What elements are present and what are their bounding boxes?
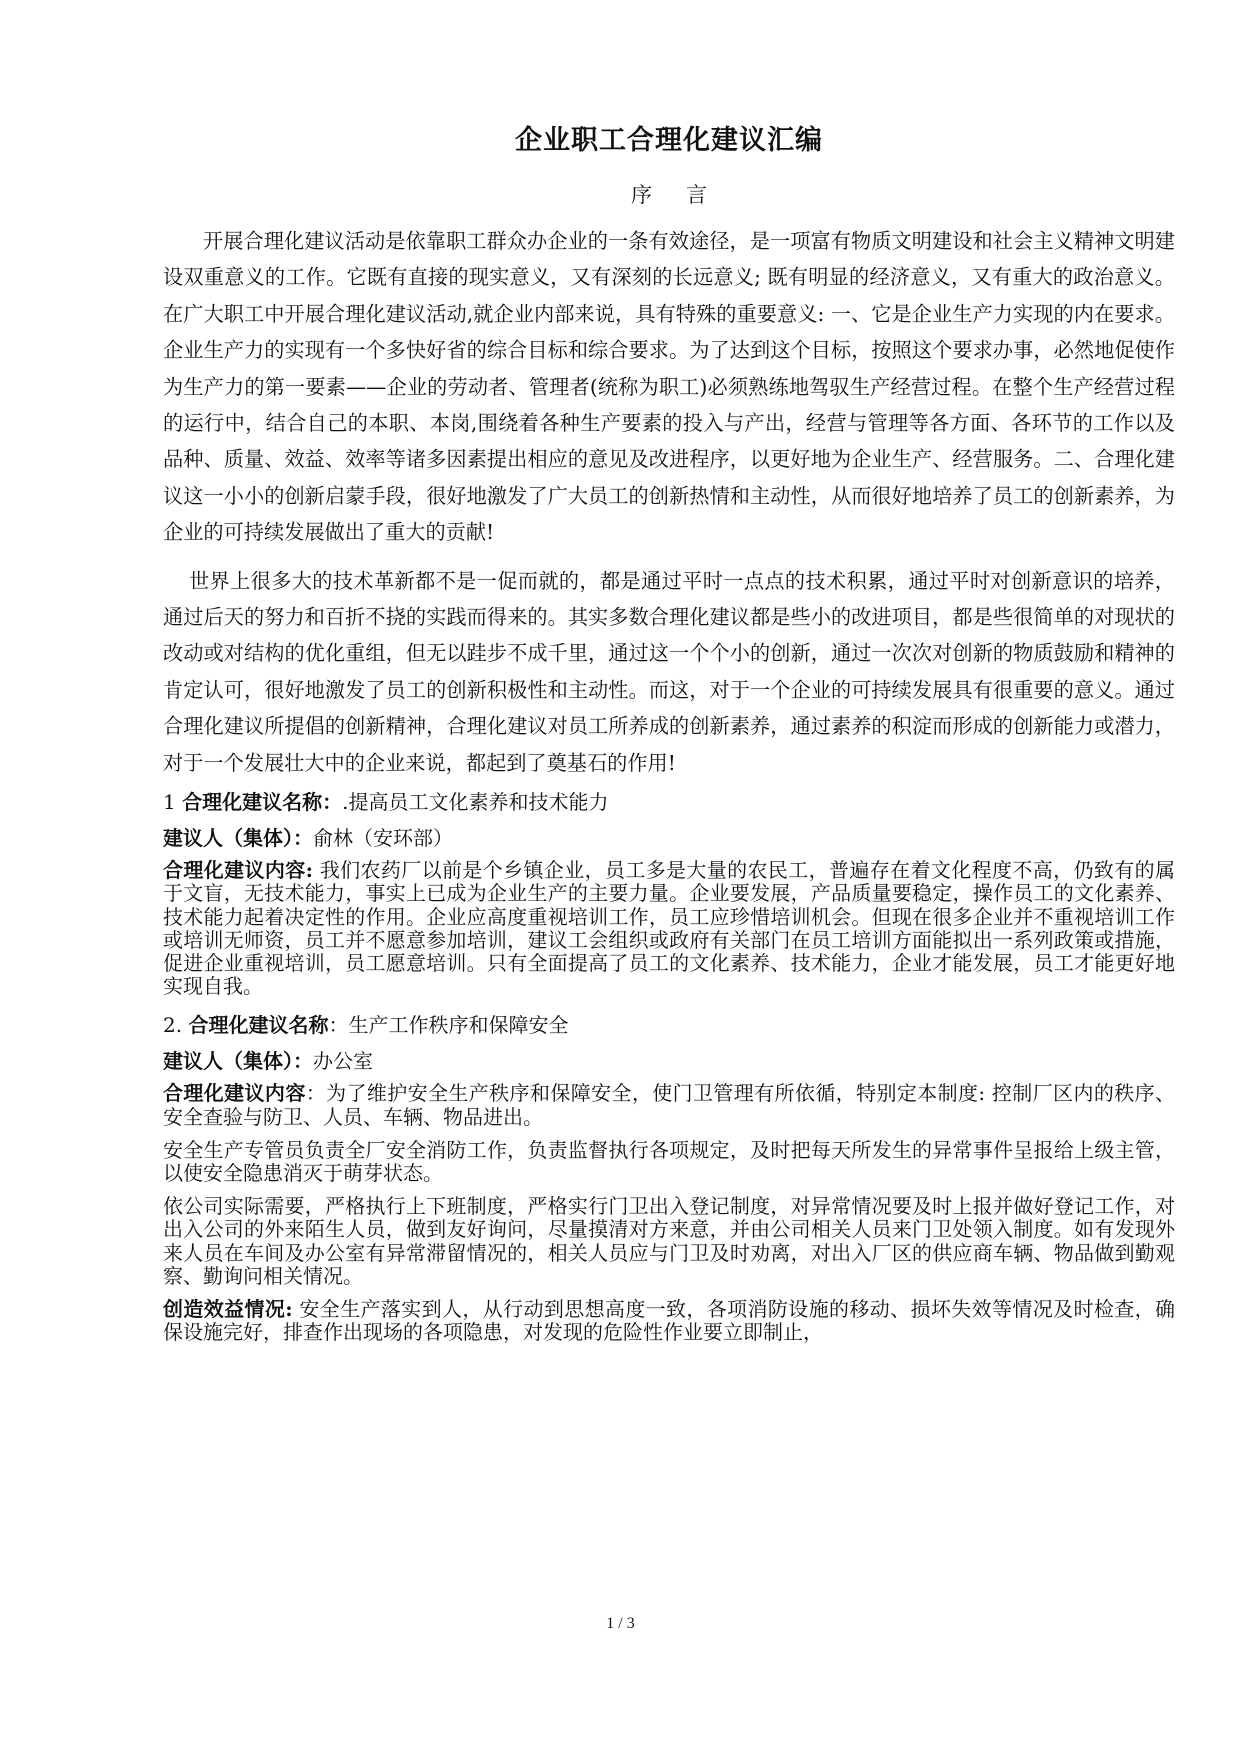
entry-1-proposer-label: 建议人（集体）：	[163, 826, 313, 851]
entry-2-paragraph-gate-control: 依公司实际需要，严格执行上下班制度，严格实行门卫出入登记制度，对异常情况要及时上报并做好登记工作，对出入公司的外来陌生人员，做到友好询问，尽量摸清对方来意，并由公司相关人员来门卫处领入制度。如有发现外来人员在车间及办公室有异常滞留情况的，相关人员应与门卫及时劝离，对出入厂区的供应商车辆、物品做到勤观察、勤询问相关情况。	[163, 1194, 1175, 1288]
preface-paragraph-2: 世界上很多大的技术革新都不是一促而就的，都是通过平时一点点的技术积累，通过平时对创新意识的培养，通过后天的努力和百折不挠的实践而得来的。其实多数合理化建议都是些小的改进项目，都是些很简单的对现状的改动或对结构的优化重组，但无以跬步不成千里，通过这一个个小的创新，通过一次次对创新的物质鼓励和精神的肯定认可，很好地激发了员工的创新积极性和主动性。而这，对于一个企业的可持续发展具有很重要的意义。通过合理化建议所提倡的创新精神，合理化建议对员工所养成的创新素养，通过素养的积淀而形成的创新能力或潜力，对于一个发展壮大中的企业来说，都起到了奠基石的作用!	[163, 568, 1175, 775]
preface-paragraph-1: 开展合理化建议活动是依靠职工群众办企业的一条有效途径，是一项富有物质文明建设和社会主义精神文明建设双重意义的工作。它既有直接的现实意义，又有深刻的长远意义; 既有明显的经济意义，又有重大的政治意义。在广大职工中开展合理化建议活动,就企业内部来说，具有特殊的重要意义: 一、它是企业生产力实现的内在要求。企业生产力的实现有一个多快好省的综合目标和综合要求。为了达到这个目标，按照这个要求办事，必然地促使作为生产力的第一要素——企业的劳动者、管理者(统称为职工)必须熟练地驾驭生产经营过程。在整个生产经营过程的运行中，结合自己的本职、本岗,围绕着各种生产要素的投入与产出，经营与管理等各方面、各环节的工作以及品种、质量、效益、效率等诸多因素提出相应的意见及改进程序，以更好地为企业生产、经营服务。二、合理化建议这一小小的创新启蒙手段，很好地激发了广大员工的创新热情和主动性，从而很好地培养了员工的创新素养，为企业的可持续发展做出了重大的贡献!	[163, 229, 1175, 545]
entry-2-number: 2.	[163, 1013, 183, 1038]
entry-2-proposer-label: 建议人（集体）：	[163, 1049, 313, 1074]
entry-2-content-label: 合理化建议内容	[163, 1081, 306, 1106]
document-title: 企业职工合理化建议汇编	[515, 125, 823, 156]
page-number: 1 / 3	[606, 1615, 635, 1632]
entry-2-name-value: ：生产工作秩序和保障安全	[328, 1013, 569, 1038]
entry-2-paragraph-safety-officer: 安全生产专管员负责全厂安全消防工作，负责监督执行各项规定，及时把每天所发生的异常事件呈报给上级主管，以使安全隐患消灭于萌芽状态。	[163, 1137, 1175, 1185]
entry-1-number: 1	[163, 790, 176, 815]
preface-heading	[163, 179, 1175, 209]
entry-1-name-label: 合理化建议名称：	[182, 790, 343, 815]
entry-2-name-label: 合理化建议名称	[188, 1013, 329, 1038]
entry-1-name-line	[163, 787, 1175, 817]
entry-2-name-line	[163, 1010, 1175, 1040]
entry-2-content	[163, 1082, 1175, 1128]
page-content	[163, 118, 1175, 1344]
entry-1-content	[163, 859, 1175, 998]
entry-2-content-value: ：为了维护安全生产秩序和保障安全，使门卫管理有所依循，特别定本制度: 控制厂区内的秩序、安全查验与防卫、人员、车辆、物品进出。	[163, 1081, 1175, 1129]
entry-1-proposer-line	[163, 823, 1175, 853]
entry-2-benefit-label: 创造效益情况:	[163, 1296, 293, 1321]
entry-1-name-value: .提高员工文化素养和技术能力	[342, 790, 609, 815]
entry-2-benefit	[163, 1298, 1175, 1344]
preface-heading-first-char: 序	[631, 183, 652, 207]
preface-heading-second-char: 言	[686, 183, 707, 207]
entry-1-proposer-value: 俞林（安环部）	[313, 826, 453, 851]
entry-2-proposer-value: 办公室	[313, 1049, 373, 1074]
entry-2-benefit-value: 安全生产落实到人，从行动到思想高度一致，各项消防设施的移动、损坏失效等情况及时检查，确保设施完好，排查作出现场的各项隐患，对发现的危险性作业要立即制止，	[163, 1296, 1175, 1345]
entry-2-proposer-line	[163, 1046, 1175, 1076]
entry-1-content-value: 我们农药厂以前是个乡镇企业，员工多是大量的农民工，普遍存在着文化程度不高，仍致有的属于文盲，无技术能力，事实上已成为企业生产的主要力量。企业要发展，产品质量要稳定，操作员工的文化素养、技术能力起着决定性的作用。企业应高度重视培训工作，员工应珍惜培训机会。但现在很多企业并不重视培训工作或培训无师资，员工并不愿意参加培训，建议工会组织或政府有关部门在员工培训方面能拟出一系列政策或措施，促进企业重视培训，员工愿意培训。只有全面提高了员工的文化素养、技术能力，企业才能发展，员工才能更好地实现自我。	[163, 858, 1175, 999]
entry-1-content-label: 合理化建议内容:	[163, 858, 313, 883]
